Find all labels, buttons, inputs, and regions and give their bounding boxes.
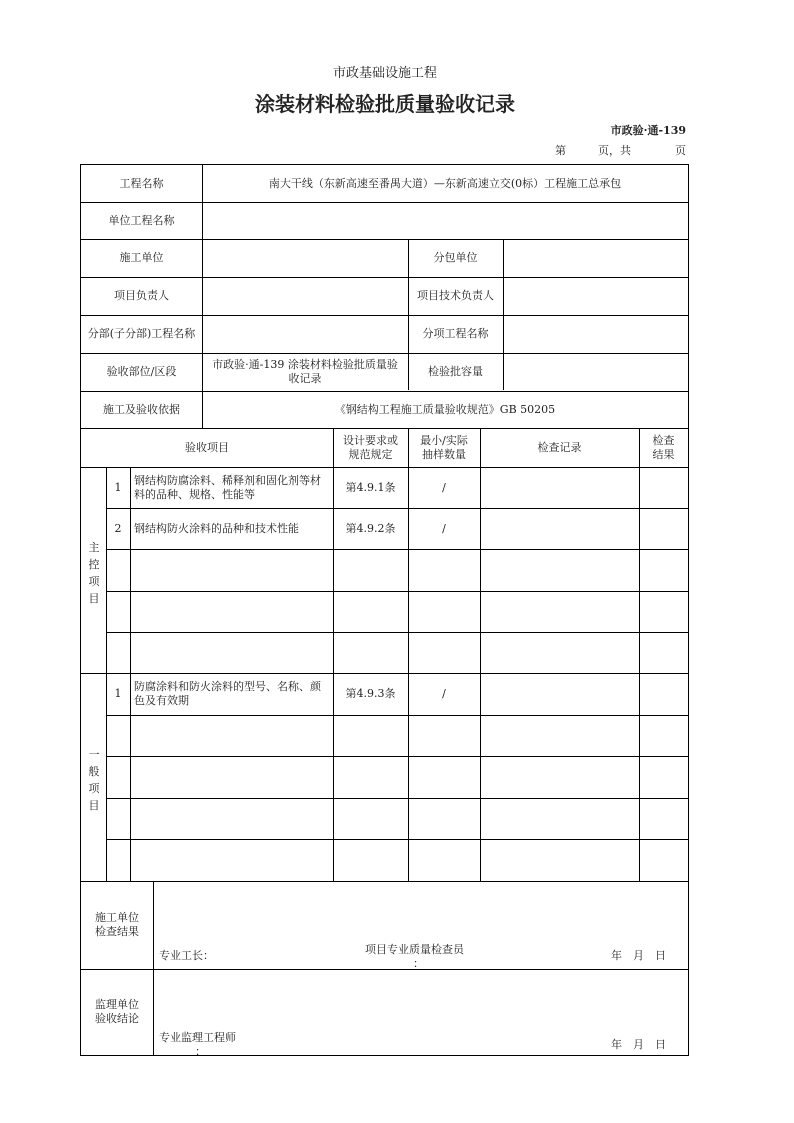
project-name-label: 工程名称 xyxy=(119,176,164,190)
main-row-1-result[interactable] xyxy=(639,467,688,508)
main-row-2-record[interactable] xyxy=(480,508,639,549)
general-label: 一般项目 xyxy=(88,748,100,812)
project-manager-label: 项目负责人 xyxy=(114,289,169,302)
project-manager-field[interactable] xyxy=(202,277,408,315)
record-form xyxy=(80,164,689,1056)
main-row-2-item: 钢结构防火涂料的品种和技术性能 xyxy=(134,521,299,535)
division-field[interactable] xyxy=(202,315,408,353)
page-title: 涂装材料检验批质量验收记录 xyxy=(255,92,515,116)
contractor-date: 年 月 日 xyxy=(611,949,666,962)
subitem-label: 分项工程名称 xyxy=(422,327,489,340)
main-row-2-result[interactable] xyxy=(639,508,688,549)
general-row-1-result[interactable] xyxy=(639,673,688,715)
main-row-1-spec: 第4.9.1条 xyxy=(345,480,396,494)
supervisor-label: 监理单位验收结论 xyxy=(95,998,139,1025)
main-row-2-sample: / xyxy=(442,521,446,535)
supervisor-engineer-colon: ： xyxy=(195,1045,206,1058)
general-row-1-item: 防腐涂料和防火涂料的型号、名称、颜色及有效期 xyxy=(134,680,321,707)
main-row-1-sample: / xyxy=(442,480,446,494)
quality-inspector-label: 项目专业质量检查员 xyxy=(365,943,464,956)
general-row-1-record[interactable] xyxy=(480,673,639,715)
basis-label: 施工及验收依据 xyxy=(103,402,180,416)
form-code: 市政验·通-139 xyxy=(610,124,686,137)
main-row-2-spec: 第4.9.2条 xyxy=(345,521,396,535)
page-di: 第 xyxy=(555,144,566,157)
division-label: 分部(子分部)工程名称 xyxy=(87,327,196,340)
general-row-1-spec: 第4.9.3条 xyxy=(345,687,396,700)
header-result: 检查结果 xyxy=(652,433,675,461)
location-value: 市政验·通-139 涂装材料检验批质量验收记录 xyxy=(212,358,398,385)
main-control-label: 主控项目 xyxy=(88,541,100,605)
subcontractor-label: 分包单位 xyxy=(433,251,478,264)
header-item: 验收项目 xyxy=(185,440,229,454)
subcontractor-field[interactable] xyxy=(503,239,688,277)
header-record: 检查记录 xyxy=(537,440,582,454)
main-row-1-record[interactable] xyxy=(480,467,639,508)
tech-manager-label: 项目技术负责人 xyxy=(417,289,494,302)
unit-project-field[interactable] xyxy=(202,202,688,239)
basis-value: 《钢结构工程施工质量验收规范》GB 50205 xyxy=(334,402,556,416)
unit-project-label: 单位工程名称 xyxy=(108,213,175,227)
capacity-label: 检验批容量 xyxy=(428,365,483,378)
foreman-label: 专业工长： xyxy=(159,949,214,962)
contractor-field[interactable] xyxy=(202,239,408,277)
general-row-1-no: 1 xyxy=(114,687,122,700)
quality-inspector-colon: ： xyxy=(413,957,424,970)
supervisor-date: 年 月 日 xyxy=(611,1038,666,1051)
page-ye: 页 xyxy=(675,144,686,157)
contractor-label: 施工单位 xyxy=(119,251,164,264)
main-row-1-no: 1 xyxy=(114,480,122,494)
main-row-2-no: 2 xyxy=(114,521,122,535)
page-ye-gong: 页，共 xyxy=(598,144,631,157)
general-row-1-sample: / xyxy=(442,687,446,700)
project-name-value: 南大干线（东新高速至番禺大道）—东新高速立交(0标）工程施工总承包 xyxy=(268,176,622,190)
subitem-field[interactable] xyxy=(503,315,688,353)
header-design: 设计要求或规范规定 xyxy=(343,433,398,461)
header-sample: 最小/实际抽样数量 xyxy=(420,433,468,461)
location-label: 验收部位/区段 xyxy=(106,365,177,378)
supervisor-engineer-label: 专业监理工程师 xyxy=(159,1031,236,1044)
page-subtitle: 市政基础设施工程 xyxy=(332,66,437,81)
main-row-1-item: 钢结构防腐涂料、稀释剂和固化剂等材料的品种、规格、性能等 xyxy=(134,473,321,501)
tech-manager-field[interactable] xyxy=(503,277,688,315)
capacity-field[interactable] xyxy=(503,353,688,391)
contractor-check-label: 施工单位检查结果 xyxy=(95,911,139,938)
